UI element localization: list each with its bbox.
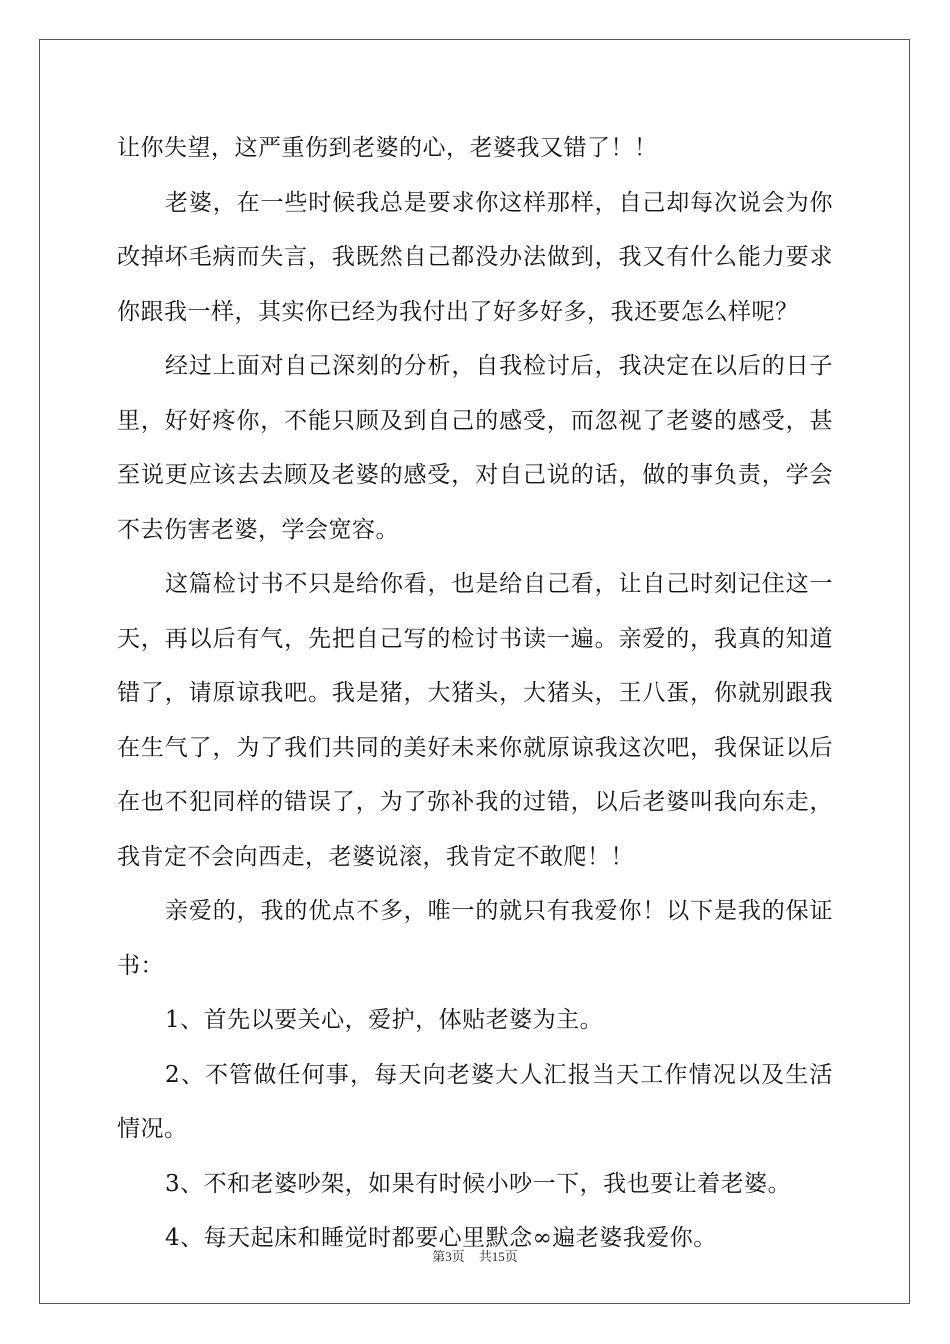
list-item-3: 3、不和老婆吵架，如果有时候小吵一下，我也要让着老婆。 <box>165 1170 792 1197</box>
list-item-4: 4、每天起床和睡觉时都要心里默念∞遍老婆我爱你。 <box>165 1225 717 1251</box>
page-number: 第3页 <box>432 1249 465 1264</box>
paragraph-2: 老婆，在一些时候我总是要求你这样那样，自己却每次说会为你改掉坏毛病而失言，我既然自己都没办法做到，我又有什么能力要求你跟我一样，其实你已经为我付出了好多好多，我还要怎么样呢？ <box>117 189 833 325</box>
page-footer <box>0 1246 950 1265</box>
paragraph-1: 让你失望，这严重伤到老婆的心，老婆我又错了！！ <box>117 135 658 161</box>
document-body <box>117 121 833 1266</box>
paragraph-3: 经过上面对自己深刻的分析，自我检讨后，我决定在以后的日子里，好好疼你，不能只顾及到自己的感受，而忽视了老婆的感受，甚至说更应该去去顾及老婆的感受，对自己说的话，做的事负责，学会不去伤害老婆，学会宽容。 <box>117 353 833 543</box>
list-item-1: 1、首先以要关心，爱护，体贴老婆为主。 <box>165 1007 604 1033</box>
paragraph-5: 亲爱的，我的优点不多，唯一的就只有我爱你！以下是我的保证书： <box>117 898 833 979</box>
list-item-2: 2、不管做任何事，每天向老婆大人汇报当天工作情况以及生活情况。 <box>117 1061 833 1142</box>
page-total: 共15页 <box>478 1249 518 1264</box>
paragraph-4: 这篇检讨书不只是给你看，也是给自己看，让自己时刻记住这一天，再以后有气，先把自己写的检讨书读一遍。亲爱的，我真的知道错了，请原谅我吧。我是猪，大猪头，大猪头，王八蛋，你就别跟我在生气了，为了我们共同的美好未来你就原谅我这次吧，我保证以后在也不犯同样的错误了，为了弥补我的过错，以后老婆叫我向东走，我肯定不会向西走，老婆说滚，我肯定不敢爬！！ <box>117 571 833 870</box>
